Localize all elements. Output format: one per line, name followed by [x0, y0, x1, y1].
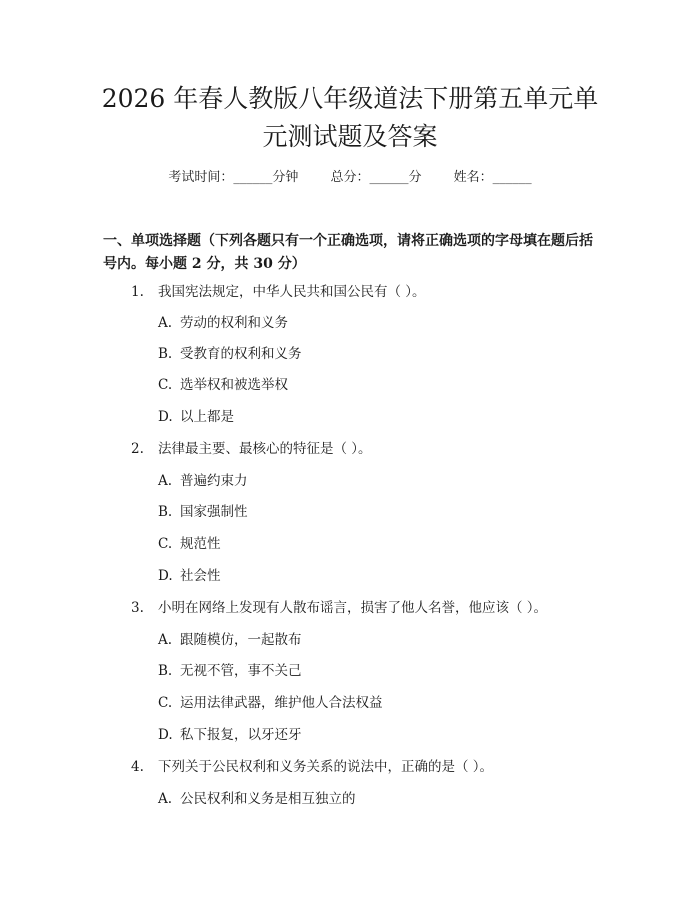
- option-letter: C.: [158, 695, 173, 711]
- title-line-1: 2026 年春人教版八年级道法下册第五单元单: [101, 84, 599, 113]
- question-number: 4.: [131, 759, 144, 775]
- question-number: 1.: [131, 284, 144, 300]
- question-2: [131, 439, 372, 459]
- question-1-option-a: [158, 313, 288, 333]
- exam-info-line: [0, 168, 700, 188]
- option-letter: D.: [158, 409, 173, 425]
- document-title: [70, 80, 630, 156]
- option-letter: A.: [158, 632, 173, 648]
- question-number: 3.: [131, 600, 144, 616]
- option-text: 劳动的权利和义务: [180, 315, 288, 331]
- question-3-option-c: [158, 693, 383, 713]
- option-text: 无视不管，事不关己: [180, 663, 302, 679]
- option-text: 跟随模仿，一起散布: [180, 632, 302, 648]
- option-text: 公民权利和义务是相互独立的: [180, 791, 356, 807]
- option-letter: A.: [158, 315, 173, 331]
- question-3-option-d: [158, 725, 302, 745]
- option-letter: B.: [158, 504, 173, 520]
- question-2-option-d: [158, 566, 221, 586]
- question-2-option-b: [158, 502, 248, 522]
- exam-time-field: 考试时间：______分钟: [168, 170, 299, 185]
- option-text: 普遍约束力: [180, 473, 248, 489]
- total-score-field: 总分：______分: [330, 170, 422, 185]
- option-letter: D.: [158, 727, 173, 743]
- section-heading-single-choice: 一、单项选择题（下列各题只有一个正确选项，请将正确选项的字母填在题后括号内。每小题 2 分，共 30 分）: [103, 233, 593, 272]
- question-text: 我国宪法规定，中华人民共和国公民有（ ）。: [158, 284, 426, 300]
- option-text: 运用法律武器，维护他人合法权益: [180, 695, 383, 711]
- option-text: 以上都是: [180, 409, 234, 425]
- question-text: 小明在网络上发现有人散布谣言，损害了他人名誉，他应该（ ）。: [158, 600, 548, 616]
- option-letter: B.: [158, 663, 173, 679]
- question-text: 下列关于公民权利和义务关系的说法中，正确的是（ ）。: [158, 759, 494, 775]
- option-letter: D.: [158, 568, 173, 584]
- question-text: 法律最主要、最核心的特征是（ ）。: [158, 441, 372, 457]
- option-text: 国家强制性: [180, 504, 248, 520]
- question-2-option-c: [158, 534, 221, 554]
- option-letter: C.: [158, 536, 173, 552]
- title-line-2: 元测试题及答案: [262, 122, 438, 151]
- option-letter: C.: [158, 377, 173, 393]
- option-text: 社会性: [180, 568, 221, 584]
- option-letter: A.: [158, 791, 173, 807]
- question-3-option-b: [158, 661, 302, 681]
- question-4-option-a: [158, 789, 356, 809]
- question-1: [131, 282, 426, 302]
- question-1-option-d: [158, 407, 234, 427]
- question-2-option-a: [158, 471, 248, 491]
- option-letter: B.: [158, 346, 173, 362]
- question-1-option-c: [158, 375, 288, 395]
- question-4: [131, 757, 493, 777]
- option-text: 私下报复，以牙还牙: [180, 727, 302, 743]
- question-3-option-a: [158, 630, 302, 650]
- question-3: [131, 598, 547, 618]
- option-letter: A.: [158, 473, 173, 489]
- option-text: 规范性: [180, 536, 221, 552]
- option-text: 受教育的权利和义务: [180, 346, 302, 362]
- question-1-option-b: [158, 344, 302, 364]
- student-name-field: 姓名：______: [453, 170, 532, 185]
- option-text: 选举权和被选举权: [180, 377, 288, 393]
- question-number: 2.: [131, 441, 144, 457]
